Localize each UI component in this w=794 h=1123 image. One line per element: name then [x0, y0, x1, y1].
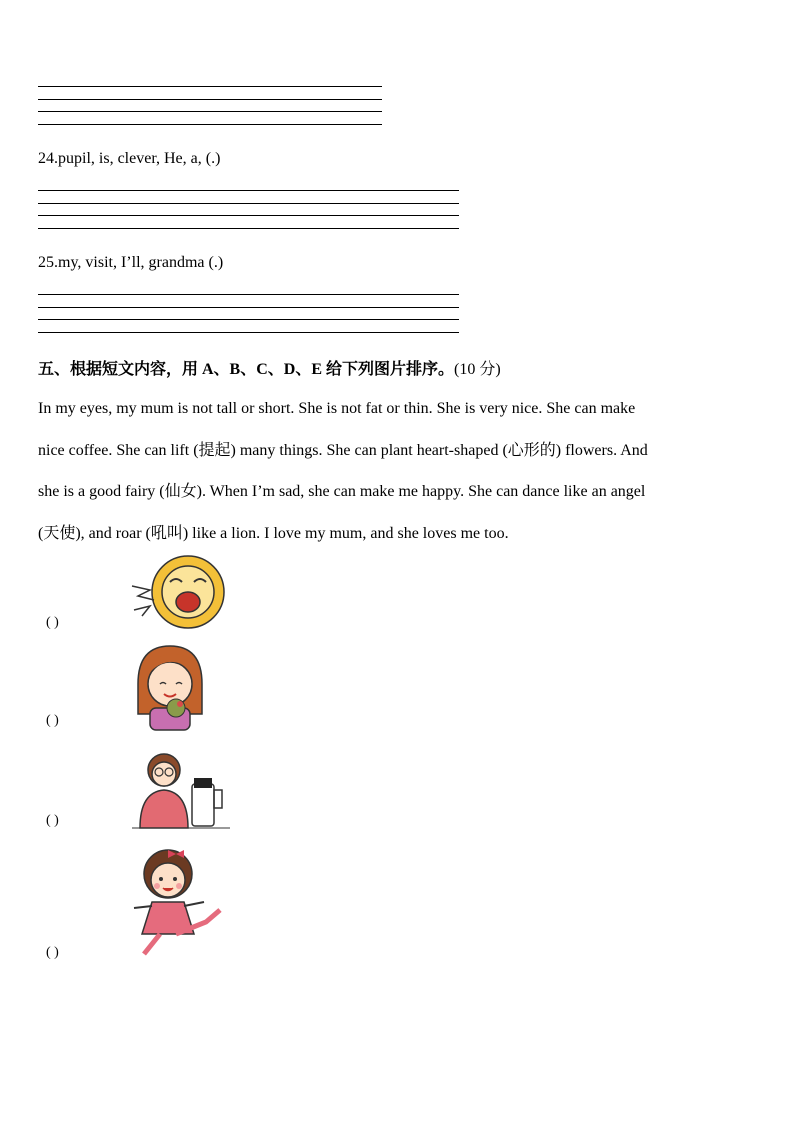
passage-line: In my eyes, my mum is not tall or short. She is not fat or thin. She is very nice. She can make — [38, 400, 636, 417]
section-heading — [38, 356, 501, 379]
woman-making-coffee-icon — [130, 750, 232, 837]
passage-line: nice coffee. She can lift (提起) many things. She can plant heart-shaped (心形的) flowers. And — [38, 441, 648, 459]
roaring-lion-icon — [130, 552, 230, 637]
question-24 — [38, 150, 220, 168]
passage-line: (天使), and roar (吼叫) like a lion. I love my mum, and she loves me too. — [38, 524, 509, 542]
question-25 — [38, 254, 223, 272]
dancing-girl-icon — [130, 846, 222, 969]
question-number: 24. — [38, 150, 58, 167]
reading-passage — [38, 388, 758, 554]
answer-blank[interactable]: ( ) — [46, 713, 59, 728]
answer-blank[interactable]: ( ) — [46, 813, 59, 828]
girl-with-flowers-icon — [132, 644, 206, 737]
question-number: 25. — [38, 254, 58, 271]
answer-blank[interactable]: ( ) — [46, 615, 59, 630]
section-title: 五、根据短文内容，用 A、B、C、D、E 给下列图片排序。 — [38, 361, 455, 378]
passage-line: she is a good fairy (仙女). When I’m sad, she can make me happy. She can dance like an angel — [38, 483, 646, 500]
section-points: (10 分) — [454, 361, 501, 378]
question-text: my, visit, I’ll, grandma (.) — [58, 254, 224, 271]
answer-blank[interactable]: ( ) — [46, 945, 59, 960]
question-text: pupil, is, clever, He, a, (.) — [58, 150, 221, 167]
